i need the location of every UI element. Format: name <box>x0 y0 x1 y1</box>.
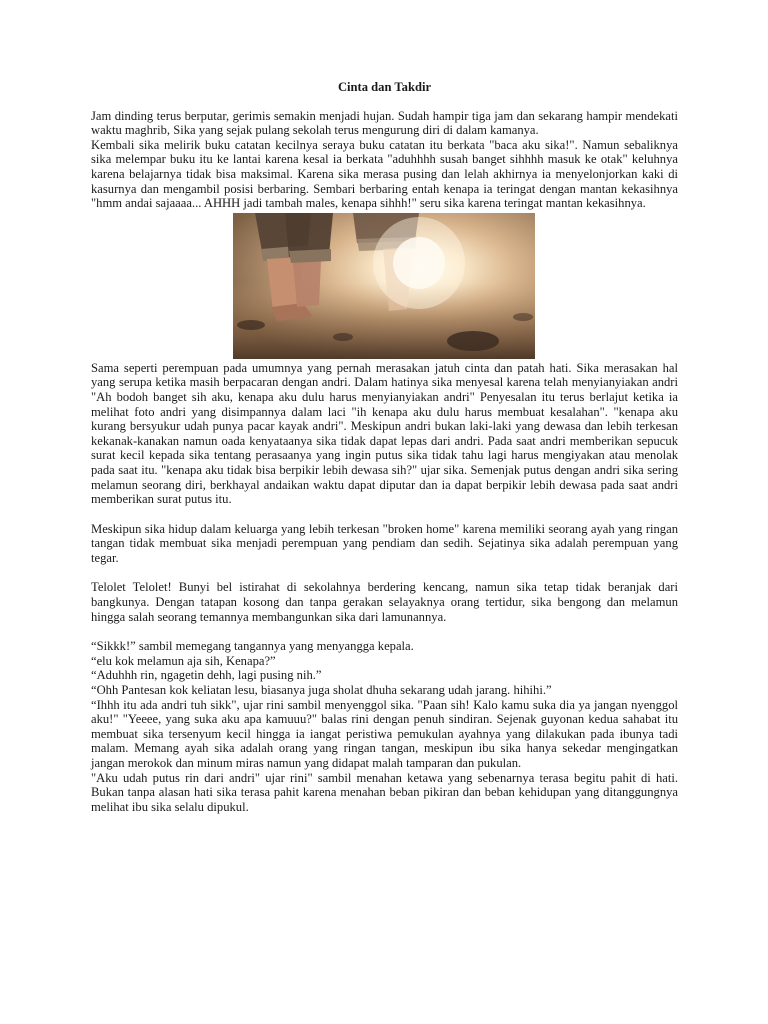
paragraph-2: Kembali sika melirik buku catatan kecilnya seraya buku catatan itu berkata "baca aku sika!". Namun sebaliknya sika melempar buku itu ke lantai karena kesal ia berkata "aduhhhh susah banget sihhhh masuk ke otak" keluhnya karena belajarnya tidak bisa maksimal. Karena sika merasa pusing dan lelah akhirnya ia menyelonjorkan kaki di kasurnya dan mengambil posisi berbaring. Sembari berbaring entah kenapa ia teringat dengan mantan kekasihnya "hmm andai sajaaaa... AHHH jadi tambah males, kenapa sihhh!" seru sika karena teringat mantan kekasihnya. <box>91 137 678 211</box>
document-title: Cinta dan Takdir <box>337 80 432 94</box>
paragraph-3: Sama seperti perempuan pada umumnya yang pernah merasakan jatuh cinta dan patah hati. Sika merasakan hal yang serupa ketika masih berpacaran dengan andri. Dalam hatinya sika menyesal karena telah menyianyiakan andri "Ah bodoh banget sih aku, kenapa aku dulu harus menyianyiakan andri" Penyesalan itu terus berlajut ketika ia melihat foto andri yang disimpannya dalam laci "ih kenapa aku dulu harus membuat kesalahan". "kenapa aku kurang bersyukur udah punya pacar kayak andri". Meskipun andri bukan laki-laki yang dewasa dan lebih terkesan kekanak-kanakan namun oada kenyataanya sika tidak dapat lepas dari andri. Pada saat andri memberikan sepucuk surat kecil kepada sika tentang perasaanya yang ingin putus sika tidak tahu lagi harus mengiyakan atau menolak pada saat itu. "kenapa aku tidak bisa berpikir lebih dewasa sih?" ujar sika. Semenjak putus dengan andri sika sering melamun seorang diri, berkhayal andaikan waktu dapat diputar dan ia dapat berpikir lebih dewasa pada saat andri memberikan surat putus itu. <box>91 360 678 507</box>
paragraph-1: Jam dinding terus berputar, gerimis semakin menjadi hujan. Sudah hampir tiga jam dan sekarang hampir mendekati waktu maghrib, Sika yang sejak pulang sekolah terus mengurung diri di dalam kamanya. <box>91 108 678 138</box>
dialog-line-3: “Aduhhh rin, ngagetin dehh, lagi pusing nih.” <box>91 668 322 683</box>
document-page <box>91 80 678 814</box>
dialog-line-2: “elu kok melamun aja sih, Kenapa?” <box>91 653 276 668</box>
paragraph-4: Meskipun sika hidup dalam keluarga yang lebih terkesan "broken home" karena memiliki seorang ayah yang ringan tangan tidak membuat sika menjadi perempuan yang pendiam dan sedih. Sejatinya sika adalah perempuan yang tegar. <box>91 521 678 565</box>
paragraph-5: Telolet Telolet! Bunyi bel istirahat di sekolahnya berdering kencang, namun sika tetap tidak beranjak dari bangkunya. Dengan tatapan kosong dan tanpa gerakan selayaknya orang tertidur, sika bengong dan melamun hingga salah seorang temannya membangunkan sika dari lamunannya. <box>91 580 678 624</box>
dialog-line-4: “Ohh Pantesan kok keliatan lesu, biasanya juga sholat dhuha sekarang udah jarang. hihihi.” <box>91 683 552 698</box>
beach-feet-photo <box>233 213 535 359</box>
dialog-line-5: “Ihhh itu ada andri tuh sikk", ujar rini sambil menyenggol sika. "Paan sih! Kalo kamu suka dia ya jangan nyenggol aku!" "Yeeee, yang suka aku apa kamuuu?" balas rini dengan penuh sindiran. Sejenak guyonan kedua sahabat itu membuat sika tersenyum kecil hingga ia iangat peristiwa pemukulan ayahnya yang dilakukan pada ibunya tadi malam. Memang ayah sika adalah orang yang ringan tangan, meskipun ibu sika hanya sekedar mengingatkan jangan merokok dan minum miras namun yang didapat malah tamparan dan pukulan. <box>91 697 678 770</box>
dialog-line-1: “Sikkk!” sambil memegang tangannya yang menyangga kepala. <box>91 639 414 654</box>
dialog-line-6: "Aku udah putus rin dari andri" ujar rini" sambil menahan ketawa yang sebenarnya terasa begitu pahit di hati. Bukan tanpa alasan hati sika terasa pahit karena menahan beban pikiran dan beban kehidupan yang ditanggungnya melihat ibu sika selalu dipukul. <box>91 770 678 814</box>
